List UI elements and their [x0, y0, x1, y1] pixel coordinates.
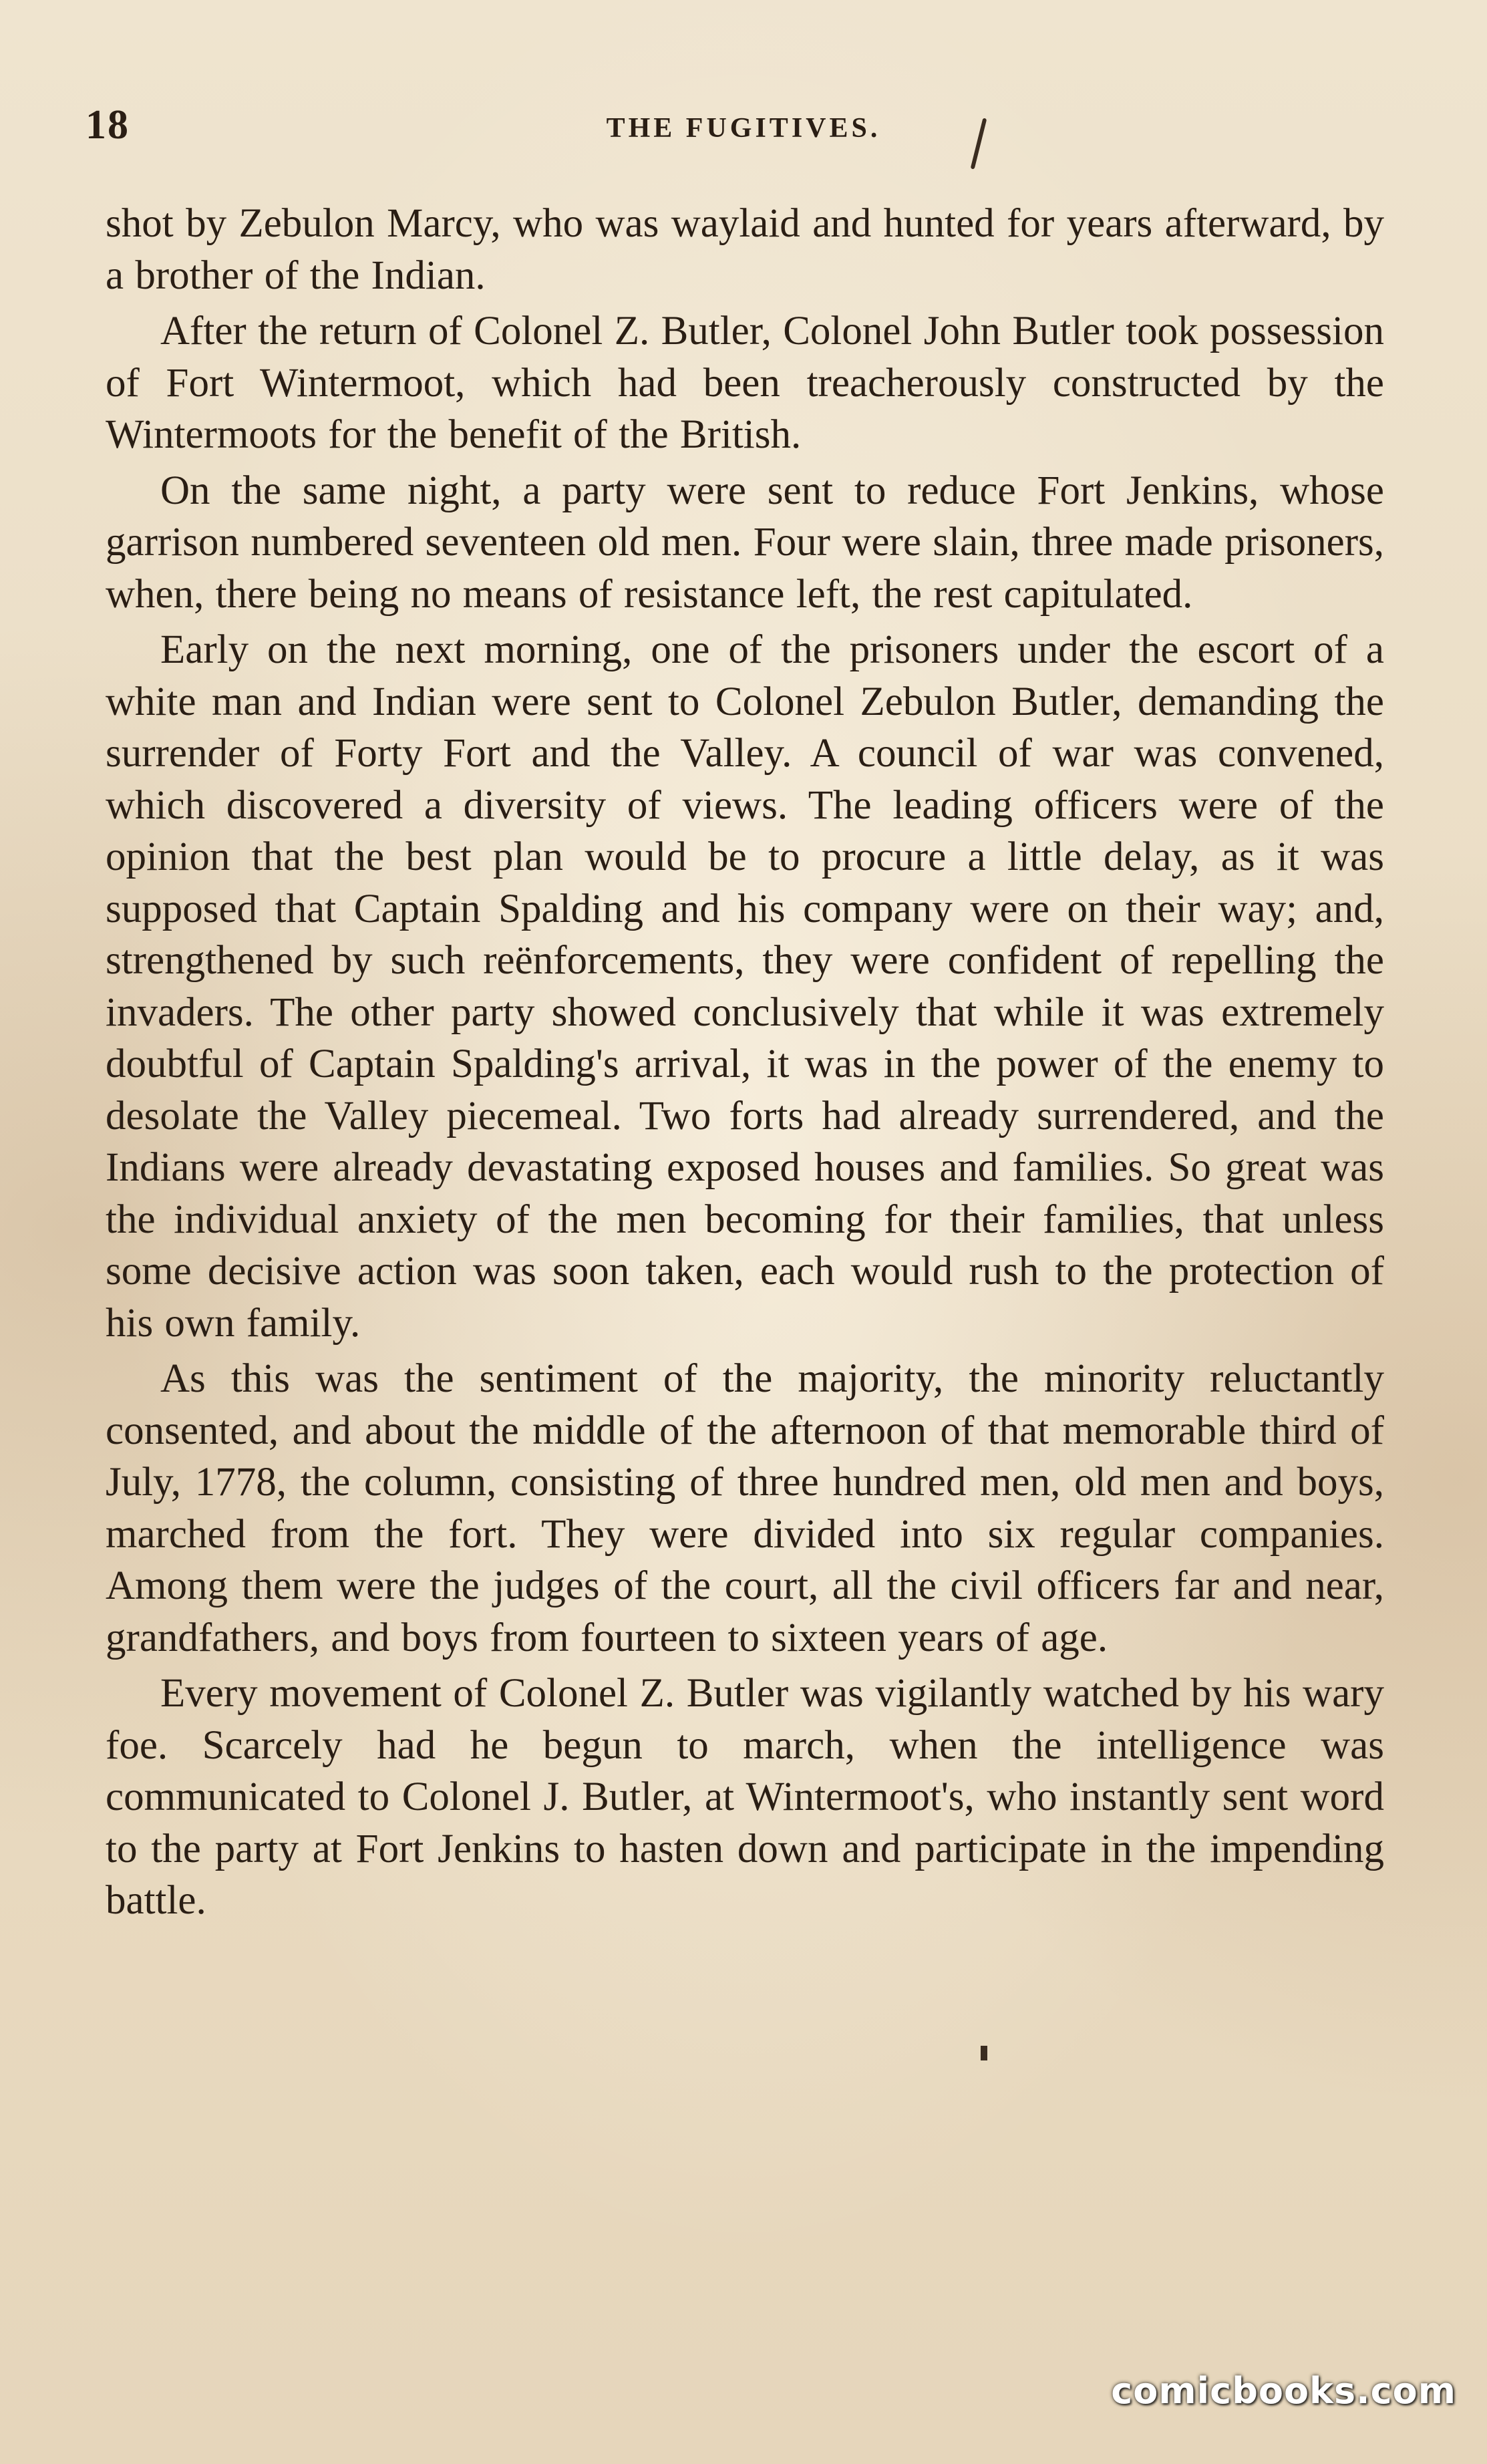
running-head: THE FUGITIVES. — [606, 113, 881, 144]
paragraph-2: After the return of Colonel Z. Butler, Colonel John Butler took possession of Fort Wintermoot, which had been treacherously constructed by the Wintermoots for the benefit of the British. — [106, 309, 1384, 457]
paragraph-3: On the same night, a party were sent to reduce Fort Jenkins, whose garrison numbered seventeen old men. Four were slain, three made prisoners, when, there being no means of resistance left, the rest capitulated. — [106, 468, 1384, 617]
paragraph-4: Early on the next morning, one of the prisoners under the escort of a white man and Indian were sent to Colonel Zebulon Butler, demanding the surrender of Forty Fort and the Valley. A council of war was convened, which discovered a diversity of views. The leading officers were of the opinion that the best plan would be to procure a little delay, as it was supposed that Captain Spalding and his company were on their way; and, strengthened by such reënforcements, they were confident of repelling the invaders. The other party showed conclusively that while it was extremely doubtful of Captain Spalding's arrival, it was in the power of the enemy to desolate the Valley piecemeal. Two forts had already surrendered, and the Indians were already devastating exposed houses and families. So great was the individual anxiety of the men becoming for their families, that unless some decisive action was soon taken, each would rush to the protection of his own family. — [106, 627, 1384, 1346]
body-text — [106, 198, 1384, 1931]
page-number: 18 — [86, 102, 130, 148]
paragraph-6: Every movement of Colonel Z. Butler was vigilantly watched by his wary foe. Scarcely had he begun to march, when the intelligence was communicated to Colonel J. Butler, at Wintermoot's, who instantly sent word to the party at Fort Jenkins to hasten down and participate in the impending battle. — [106, 1671, 1384, 1923]
paragraph-5: As this was the sentiment of the majority, the minority reluctantly consented, and about the middle of the afternoon of that memorable third of July, 1778, the column, consisting of three hundred men, old men and boys, marched from the fort. They were divided into six regular companies. Among them were the judges of the court, all the civil officers far and near, grandfathers, and boys from fourteen to sixteen years of age. — [106, 1356, 1384, 1660]
paragraph-1: shot by Zebulon Marcy, who was waylaid and hunted for years afterward, by a brother of the Indian. — [106, 201, 1384, 298]
watermark: comicbooks.com — [1111, 2370, 1456, 2412]
ink-mark — [981, 2046, 987, 2060]
